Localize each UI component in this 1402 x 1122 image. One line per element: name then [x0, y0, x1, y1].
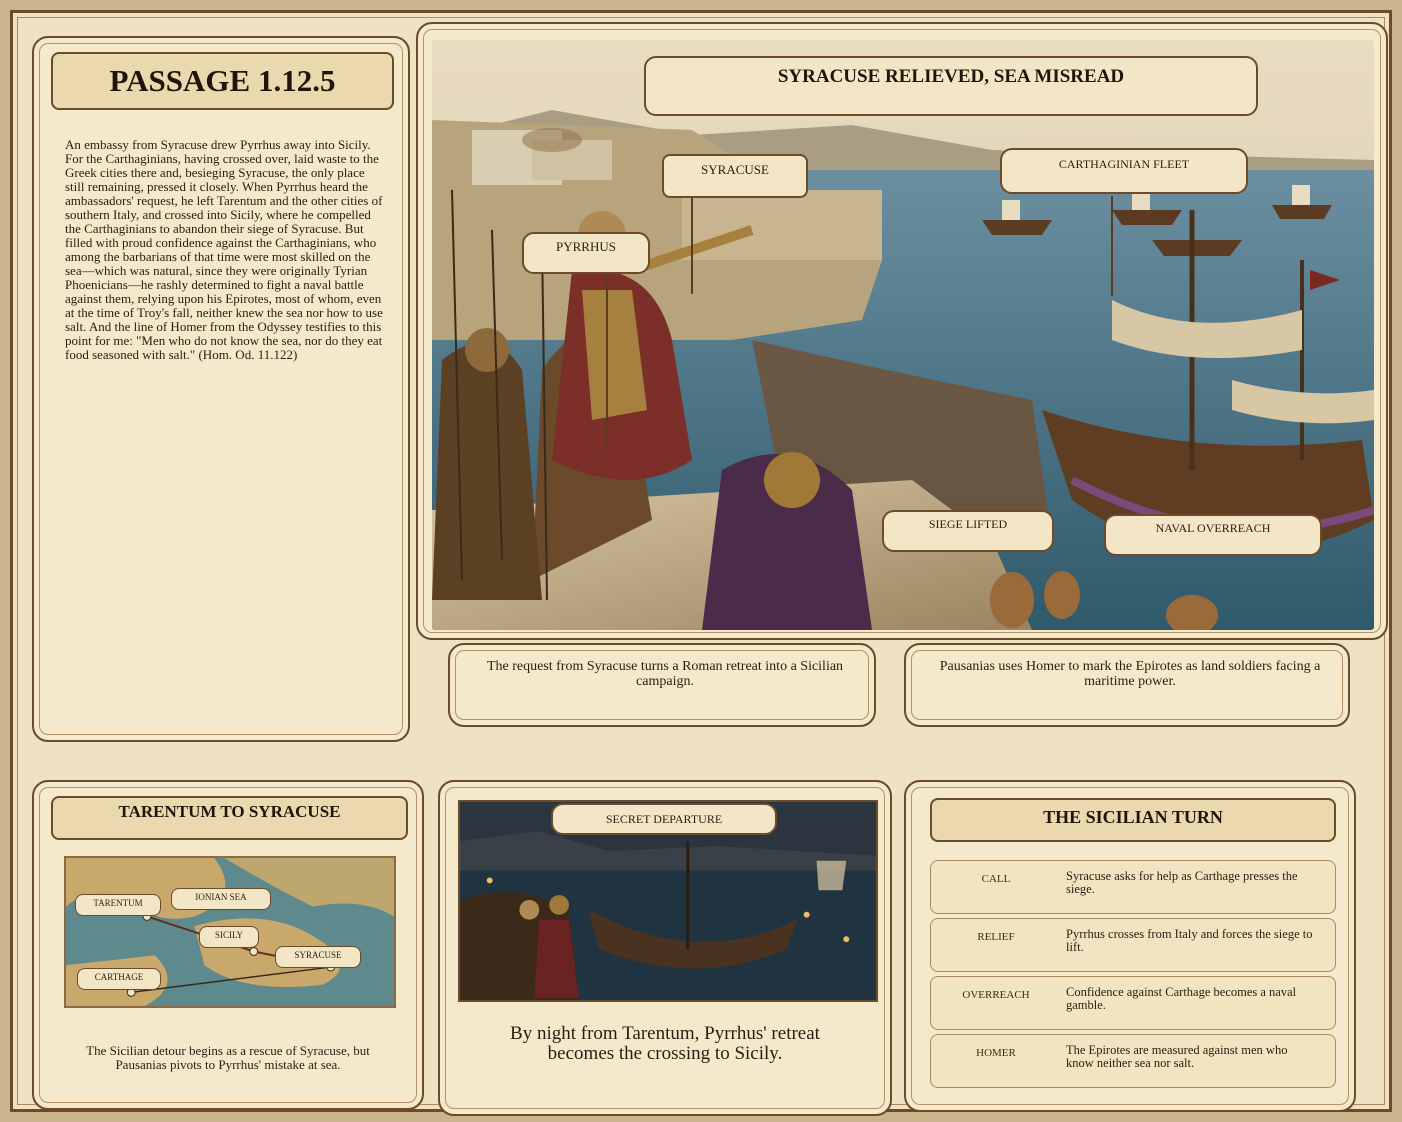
label-pyrrhus: PYRRHUS [522, 232, 650, 274]
map-label-tarentum: TARENTUM [75, 894, 161, 916]
map-label-carthage: CARTHAGE [77, 968, 161, 990]
caption-right: Pausanias uses Homer to mark the Epirotes as land soldiers facing a maritime power. [939, 659, 1321, 689]
hero-illustration-panel [416, 22, 1388, 640]
turn-title: THE SICILIAN TURN [930, 798, 1336, 842]
turn-row-overreach [930, 976, 1336, 1030]
night-caption: By night from Tarentum, Pyrrhus' retreat becomes the crossing to Sicily. [510, 1023, 820, 1064]
label-syracuse: SYRACUSE [662, 154, 808, 198]
map-panel [32, 780, 424, 1110]
label-siege-lifted: SIEGE LIFTED [882, 510, 1054, 552]
turn-desc: Confidence against Carthage becomes a naval gamble. [1066, 985, 1297, 1012]
caption-left-panel [448, 643, 876, 727]
pyrrhus-pointer [606, 272, 608, 452]
turn-key: HOMER [976, 1047, 1016, 1059]
sicilian-turn-panel [904, 780, 1356, 1112]
turn-row-homer [930, 1034, 1336, 1088]
map-title: TARENTUM TO SYRACUSE [51, 796, 408, 840]
turn-key: CALL [981, 873, 1011, 885]
turn-key: OVERREACH [962, 989, 1030, 1001]
syracuse-pointer [691, 196, 693, 294]
map-label-syracuse: SYRACUSE [275, 946, 361, 968]
night-departure-panel [438, 780, 892, 1116]
caption-left: The request from Syracuse turns a Roman retreat into a Sicilian campaign. [486, 659, 844, 689]
label-carthaginian-fleet: CARTHAGINIAN FLEET [1000, 148, 1248, 194]
map-caption: The Sicilian detour begins as a rescue of Syracuse, but Pausanias pivots to Pyrrhus' mistake at sea. [86, 1043, 370, 1072]
hero-title: SYRACUSE RELIEVED, SEA MISREAD [644, 56, 1258, 116]
map-label-ionian-sea: IONIAN SEA [171, 888, 271, 910]
turn-row-call [930, 860, 1336, 914]
fleet-pointer [1111, 196, 1113, 296]
turn-desc: Syracuse asks for help as Carthage presses the siege. [1066, 869, 1298, 896]
passage-text: An embassy from Syracuse drew Pyrrhus away into Sicily. For the Carthaginians, having crossed over, laid waste to the Greek cities there and, besieging Syracuse, the only place still remaining, pressed it closely. When Pyrrhus heard the ambassadors' request, he left Tarentum and the other cities of southern Italy, and crossed into Sicily, where he compelled the Carthaginians to abandon their siege of Syracuse. But filled with proud confidence against the Carthaginians, who among the barbarians of that time were most skilled on the sea—which was natural, since they were originally Tyrian Phoenicians—he rashly determined to fight a naval battle against them, relying upon his Epirotes, most of whom, even at the time of Troy's fall, neither knew the sea nor how to use salt. And the line of Homer from the Odyssey testifies to this point for me: "Men who do not know the sea, nor do they eat food seasoned with salt." (Hom. Od. 11.122) [65, 137, 383, 362]
turn-desc: The Epirotes are measured against men who know neither sea nor salt. [1066, 1043, 1288, 1070]
passage-panel [32, 36, 410, 742]
map-label-sicily: SICILY [199, 926, 259, 948]
label-secret-departure: SECRET DEPARTURE [551, 803, 777, 835]
caption-right-panel [904, 643, 1350, 727]
turn-desc: Pyrrhus crosses from Italy and forces the siege to lift. [1066, 927, 1313, 954]
label-naval-overreach: NAVAL OVERREACH [1104, 514, 1322, 556]
passage-title: PASSAGE 1.12.5 [51, 52, 394, 110]
turn-key: RELIEF [977, 931, 1015, 943]
turn-row-relief [930, 918, 1336, 972]
